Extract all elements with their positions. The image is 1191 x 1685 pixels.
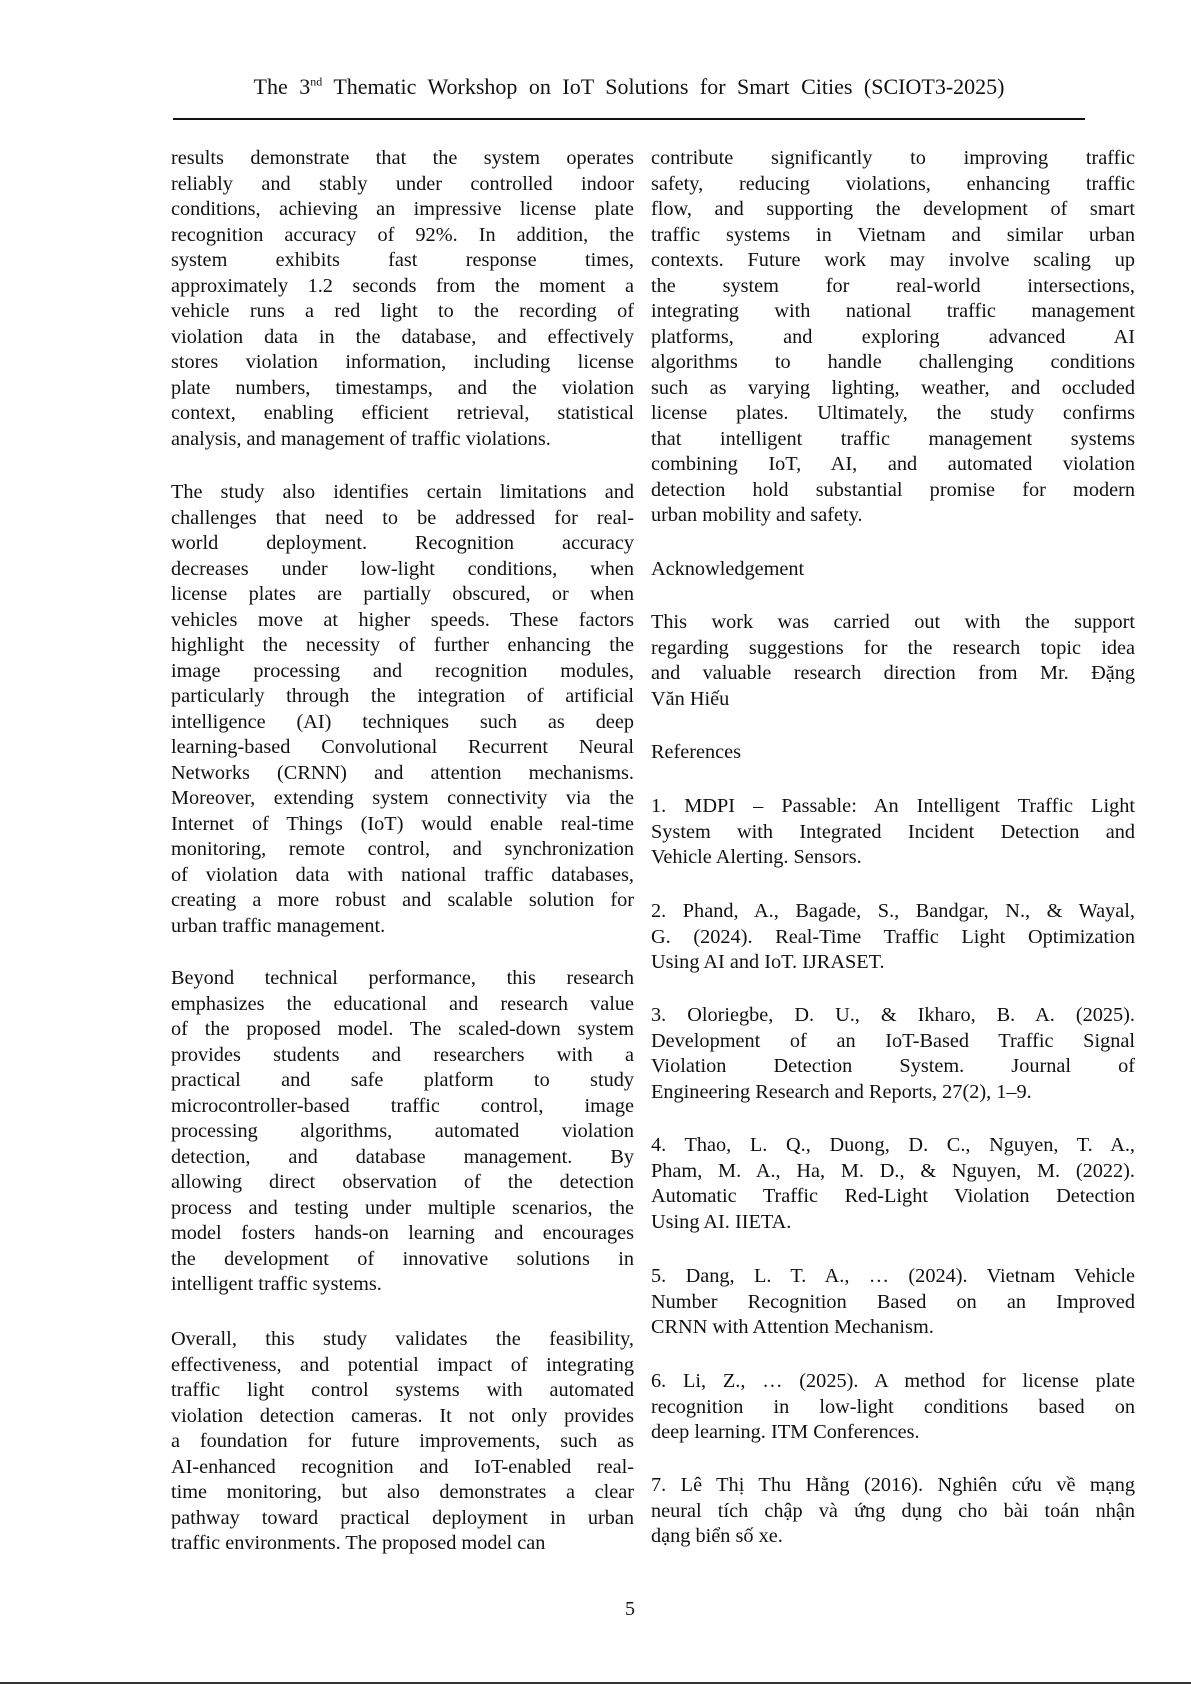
text-line: Using AI and IoT. IJRASET. (651, 951, 885, 973)
text-line: Moreover, extending system connectivity via the (171, 787, 634, 809)
text-line: license plates are partially obscured, or when (171, 583, 634, 605)
text-line: world deployment. Recognition accuracy (171, 532, 634, 554)
text-line: Văn Hiếu (651, 687, 730, 710)
reference-item (651, 1473, 1135, 1550)
text-line: Using AI. IIETA. (651, 1210, 792, 1233)
text-line: Acknowledgement (651, 558, 805, 580)
paragraph (171, 966, 634, 1298)
text-line: 2. Phand, A., Bagade, S., Bandgar, N., & Wayal, (651, 900, 1135, 922)
text-line: AI-enhanced recognition and IoT-enabled real- (171, 1455, 634, 1478)
text-line: Pham, M. A., Ha, M. D., & Nguyen, M. (2022). (651, 1159, 1135, 1182)
text-line: Development of an IoT-Based Traffic Signal (651, 1029, 1135, 1052)
text-line: a foundation for future improvements, such as (171, 1430, 634, 1452)
text-line: traffic light control systems with automated (171, 1379, 634, 1401)
text-line: neural tích chập và ứng dụng cho bài toán nhận (651, 1499, 1135, 1522)
text-line: model fosters hands-on learning and encourages (171, 1222, 634, 1244)
acknowledgement-heading (651, 557, 1135, 583)
text-line: integrating with national traffic management (651, 300, 1135, 322)
text-line: the system for real-world intersections, (651, 274, 1135, 297)
text-line: References (651, 741, 742, 763)
text-line: Overall, this study validates the feasibility, (171, 1328, 634, 1350)
text-line: that intelligent traffic management systems (651, 427, 1135, 450)
text-line: such as varying lighting, weather, and occluded (651, 376, 1135, 399)
text-line: violation detection cameras. It not only provides (171, 1404, 634, 1427)
text-line: approximately 1.2 seconds from the moment a (171, 274, 634, 297)
text-line: context, enabling efficient retrieval, statistical (171, 402, 634, 424)
text-line: safety, reducing violations, enhancing traffic (651, 172, 1135, 195)
text-line: 1. MDPI – Passable: An Intelligent Traffic Light (651, 795, 1135, 817)
text-line: image processing and recognition modules, (171, 659, 634, 682)
text-line: particularly through the integration of artificial (171, 685, 634, 707)
text-line: Automatic Traffic Red-Light Violation Detection (651, 1185, 1135, 1207)
text-line: Violation Detection System. Journal of (651, 1055, 1135, 1077)
running-header (173, 74, 1085, 100)
text-line: monitoring, remote control, and synchronization (171, 838, 634, 860)
text-line: Internet of Things (IoT) would enable real-time (171, 812, 634, 835)
header-text-rest: Thematic Workshop on IoT Solutions for Smart Cities (SCIOT3-2025) (322, 74, 1005, 99)
reference-item (651, 1369, 1135, 1446)
text-line: recognition accuracy of 92%. In addition, the (171, 223, 634, 246)
text-line: dạng biển số xe. (651, 1525, 783, 1547)
paragraph (171, 146, 634, 452)
page-bottom-edge (0, 1682, 1191, 1684)
text-line: Beyond technical performance, this research (171, 967, 634, 989)
reference-item (651, 899, 1135, 976)
text-line: vehicle runs a red light to the recording of (171, 300, 634, 322)
text-line: Networks (CRNN) and attention mechanisms. (171, 761, 634, 784)
text-line: CRNN with Attention Mechanism. (651, 1316, 934, 1338)
text-line: allowing direct observation of the detection (171, 1171, 634, 1193)
text-line: 4. Thao, L. Q., Duong, D. C., Nguyen, T. A., (651, 1134, 1135, 1156)
text-line: system exhibits fast response times, (171, 249, 634, 271)
text-line: urban mobility and safety. (651, 504, 863, 526)
text-line: and valuable research direction from Mr. Đặng (651, 662, 1135, 684)
text-line: 6. Li, Z., … (2025). A method for license plate (651, 1370, 1135, 1392)
text-line: of violation data with national traffic databases, (171, 863, 634, 886)
text-line: Number Recognition Based on an Improved (651, 1290, 1135, 1313)
conclusion-continued (651, 146, 1135, 529)
reference-item (651, 1133, 1135, 1235)
text-line: time monitoring, but also demonstrates a clear (171, 1481, 634, 1503)
header-superscript: nd (310, 74, 323, 89)
text-line: decreases under low-light conditions, when (171, 557, 634, 580)
text-line: vehicles move at higher speeds. These factors (171, 608, 634, 631)
text-line: plate numbers, timestamps, and the violation (171, 376, 634, 399)
text-line: recognition in low-light conditions based on (651, 1395, 1135, 1418)
text-line: Engineering Research and Reports, 27(2), 1–9. (651, 1080, 1032, 1103)
text-line: 7. Lê Thị Thu Hằng (2016). Nghiên cứu về mạng (651, 1474, 1135, 1496)
text-line: process and testing under multiple scenarios, the (171, 1196, 634, 1219)
text-line: urban traffic management. (171, 914, 386, 937)
header-text: The 3 (253, 74, 311, 99)
text-line: intelligent traffic systems. (171, 1273, 382, 1295)
text-line: 3. Oloriegbe, D. U., & Ikharo, B. A. (2025). (651, 1004, 1135, 1026)
reference-item (651, 1264, 1135, 1341)
text-line: highlight the necessity of further enhancing the (171, 634, 634, 656)
text-line: conditions, achieving an impressive license plate (171, 198, 634, 220)
text-line: reliably and stably under controlled indoor (171, 172, 634, 195)
text-line: detection, and database management. By (171, 1145, 634, 1168)
text-line: combining IoT, AI, and automated violation (651, 453, 1135, 475)
text-line: flow, and supporting the development of smart (651, 198, 1135, 220)
header-rule (173, 118, 1085, 120)
text-line: effectiveness, and potential impact of integrating (171, 1353, 634, 1376)
text-line: of the proposed model. The scaled-down system (171, 1018, 634, 1040)
text-line: This work was carried out with the support (651, 611, 1135, 633)
text-line: challenges that need to be addressed for real- (171, 506, 634, 529)
text-line: traffic systems in Vietnam and similar urban (651, 223, 1135, 246)
text-line: practical and safe platform to study (171, 1069, 634, 1091)
text-line: processing algorithms, automated violation (171, 1120, 634, 1142)
text-line: System with Integrated Incident Detection and (651, 820, 1135, 843)
text-line: traffic environments. The proposed model can (171, 1532, 546, 1554)
text-line: The study also identifies certain limitations and (171, 481, 634, 503)
text-line: license plates. Ultimately, the study confirms (651, 402, 1135, 424)
paragraph (171, 1327, 634, 1557)
page-number: 5 (625, 1598, 635, 1620)
reference-item (651, 1003, 1135, 1105)
text-line: contribute significantly to improving traffic (651, 147, 1135, 169)
text-line: learning-based Convolutional Recurrent Neural (171, 736, 634, 758)
acknowledgement-text (651, 610, 1135, 712)
text-line: contexts. Future work may involve scaling up (651, 249, 1135, 271)
text-line: analysis, and management of traffic violations. (171, 427, 551, 450)
text-line: intelligence (AI) techniques such as deep (171, 710, 634, 733)
text-line: algorithms to handle challenging conditions (651, 351, 1135, 373)
text-line: the development of innovative solutions in (171, 1247, 634, 1270)
text-line: Vehicle Alerting. Sensors. (651, 846, 862, 868)
text-line: emphasizes the educational and research value (171, 992, 634, 1015)
text-line: deep learning. ITM Conferences. (651, 1421, 920, 1443)
text-line: violation data in the database, and effectively (171, 325, 634, 348)
text-line: detection hold substantial promise for modern (651, 478, 1135, 501)
text-line: platforms, and exploring advanced AI (651, 325, 1135, 348)
text-line: G. (2024). Real-Time Traffic Light Optimization (651, 925, 1135, 948)
text-line: provides students and researchers with a (171, 1043, 634, 1066)
reference-item (651, 794, 1135, 871)
references-heading (651, 740, 1135, 766)
text-line: pathway toward practical deployment in urban (171, 1506, 634, 1529)
text-line: stores violation information, including license (171, 351, 634, 373)
text-line: results demonstrate that the system operates (171, 147, 634, 169)
text-line: microcontroller-based traffic control, image (171, 1094, 634, 1117)
text-line: regarding suggestions for the research topic idea (651, 636, 1135, 659)
text-line: creating a more robust and scalable solution for (171, 889, 634, 911)
paragraph (171, 480, 634, 939)
text-line: 5. Dang, L. T. A., … (2024). Vietnam Vehicle (651, 1265, 1135, 1287)
